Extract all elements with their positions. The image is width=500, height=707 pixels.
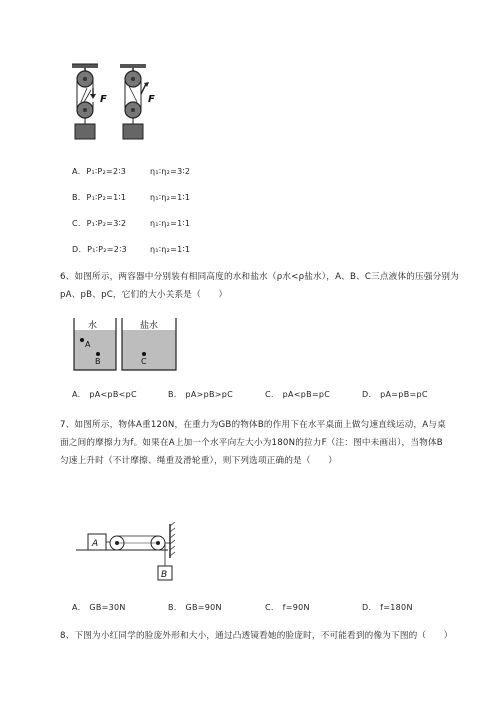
q5-option-a[interactable] bbox=[72, 167, 191, 176]
containers-diagram bbox=[72, 314, 182, 372]
pulley-table-diagram bbox=[72, 522, 184, 584]
option-letter: B. bbox=[168, 390, 177, 399]
q6-option-d[interactable] bbox=[362, 390, 428, 399]
option-letter: C. bbox=[265, 603, 274, 612]
option-power-ratio: P₁∶P₂=1∶1 bbox=[86, 193, 127, 202]
q7-line-1: 7、如图所示，物体A重120N，在重力为GB的物体B的作用下在水平桌面上做匀速直线运动，A与桌 bbox=[60, 420, 446, 430]
q6-line-1: 6、如图所示，两容器中分别装有相同高度的水和盐水（ρ水<ρ盐水），A、B、C三点液体的压强分别为 bbox=[60, 272, 459, 282]
point-c-label: C bbox=[141, 357, 147, 366]
option-letter: A. bbox=[72, 390, 81, 399]
saltwater-label: 盐水 bbox=[140, 321, 159, 331]
option-efficiency-ratio: η₁∶η₂=1∶1 bbox=[150, 219, 191, 228]
q7-stem bbox=[60, 416, 480, 470]
option-letter: B. bbox=[168, 603, 177, 612]
water-label: 水 bbox=[88, 321, 98, 331]
q5-option-c[interactable] bbox=[72, 219, 191, 228]
q5-option-b[interactable] bbox=[72, 193, 191, 202]
block-b-label: B bbox=[161, 570, 168, 580]
q8-stem bbox=[60, 627, 480, 645]
option-power-ratio: P₁∶P₂=3∶2 bbox=[86, 219, 127, 228]
option-letter: D. bbox=[362, 390, 372, 399]
option-letter: A. bbox=[72, 167, 81, 176]
option-text: pA<pB=pC bbox=[282, 390, 331, 399]
option-letter: C. bbox=[72, 219, 81, 228]
force-label-1: F bbox=[100, 94, 107, 105]
option-text: pA>pB>pC bbox=[185, 390, 234, 399]
option-letter: C. bbox=[265, 390, 274, 399]
option-letter: D. bbox=[362, 603, 372, 612]
q6-option-b[interactable] bbox=[168, 390, 233, 399]
q6-line-2: pA、pB、pC，它们的大小关系是（ ） bbox=[60, 290, 228, 300]
option-power-ratio: P₁∶P₂=2∶3 bbox=[86, 167, 127, 176]
q7-line-2: 面之间的摩擦力为f。如果在A上加一个水平向左大小为180N的拉力F（注：图中未画出），当物体B bbox=[60, 438, 443, 448]
option-text: pA<pB<pC bbox=[89, 390, 137, 399]
option-text: GB=90N bbox=[185, 603, 222, 612]
q6-option-a[interactable] bbox=[72, 390, 137, 399]
force-label-2: F bbox=[148, 94, 155, 105]
q7-option-a[interactable] bbox=[72, 603, 126, 612]
option-letter: D. bbox=[72, 245, 82, 254]
q5-option-d[interactable] bbox=[72, 245, 191, 254]
option-power-ratio: P₁∶P₂=2∶3 bbox=[87, 245, 127, 254]
pulley-diagram bbox=[62, 58, 162, 158]
option-text: f=180N bbox=[380, 603, 413, 612]
block-a-label: A bbox=[92, 539, 99, 549]
q7-option-c[interactable] bbox=[265, 603, 310, 612]
option-efficiency-ratio: η₁∶η₂=1∶1 bbox=[150, 245, 191, 254]
q7-option-b[interactable] bbox=[168, 603, 222, 612]
option-text: GB=30N bbox=[89, 603, 126, 612]
option-text: f=90N bbox=[282, 603, 310, 612]
q7-option-d[interactable] bbox=[362, 603, 413, 612]
point-a-label: A bbox=[85, 340, 91, 349]
q6-stem bbox=[60, 268, 480, 304]
q6-option-c[interactable] bbox=[265, 390, 330, 399]
point-b-label: B bbox=[95, 357, 101, 366]
option-text: pA=pB=pC bbox=[380, 390, 428, 399]
option-efficiency-ratio: η₁∶η₂=1∶1 bbox=[150, 193, 191, 202]
option-letter: A. bbox=[72, 603, 81, 612]
q8-line-1: 8、下图为小红同学的脸庞外形和大小，通过凸透镜看她的脸庞时，不可能看到的像为下图的（ ） bbox=[60, 631, 453, 641]
option-efficiency-ratio: η₁∶η₂=3∶2 bbox=[150, 167, 191, 176]
q7-line-3: 匀速上升时（不计摩擦、绳重及滑轮重），则下列选项正确的是（ ） bbox=[60, 456, 338, 466]
option-letter: B. bbox=[72, 193, 81, 202]
